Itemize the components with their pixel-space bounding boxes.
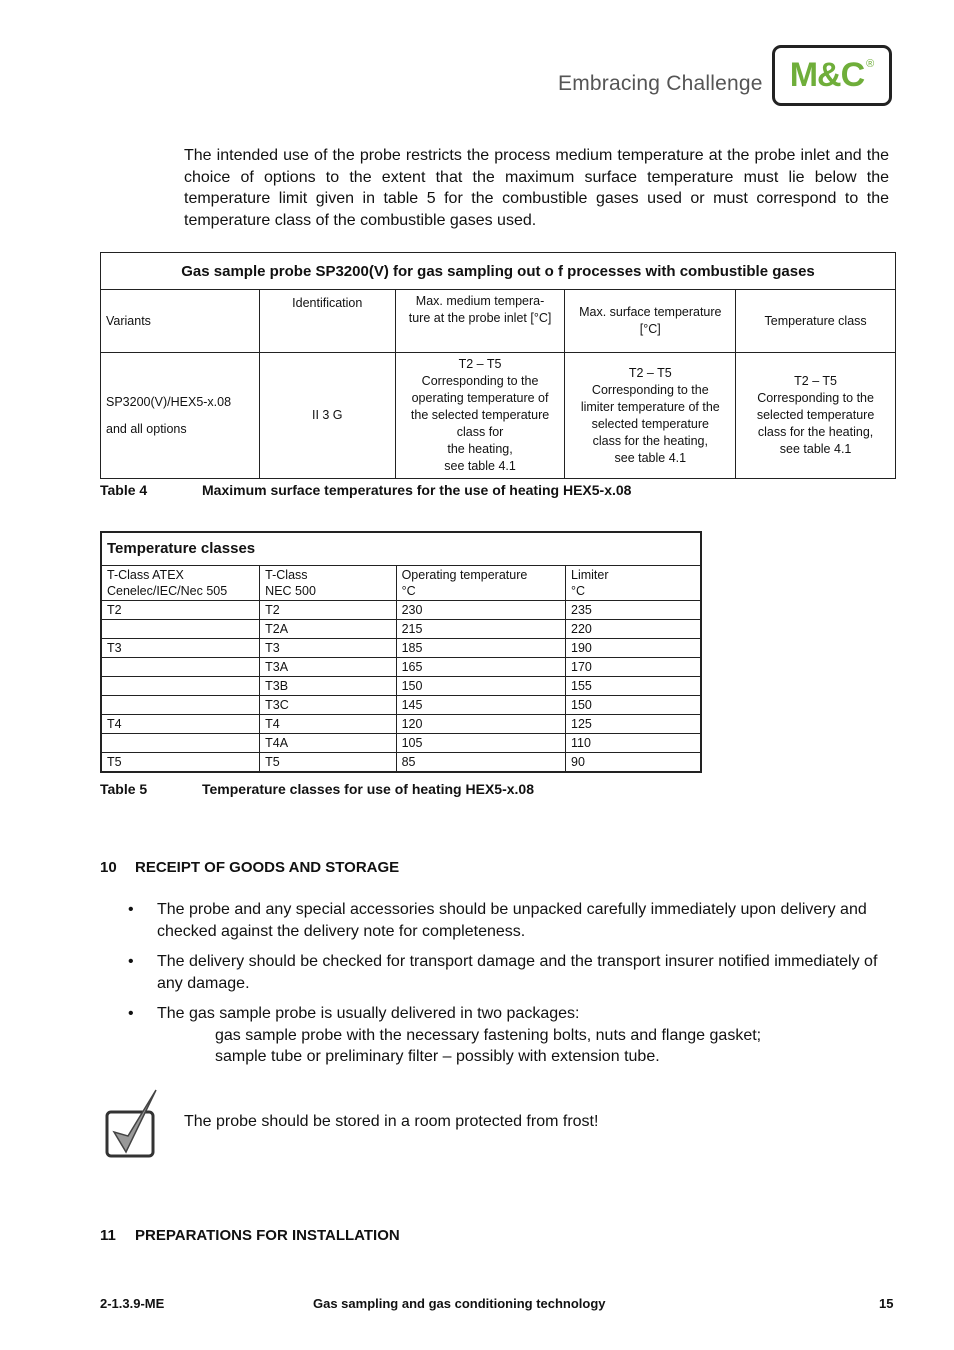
sub-item: gas sample probe with the necessary fastening bolts, nuts and flange gasket;	[215, 1026, 762, 1044]
footer-doc-id: 2-1.3.9-ME	[100, 1296, 165, 1311]
table-row	[101, 734, 701, 753]
list-item-text: The probe and any special accessories should be unpacked carefully immediately upon delivery and checked against the delivery note for completeness.	[157, 901, 867, 940]
table-cell: T2	[260, 601, 396, 620]
table-cell: 155	[566, 677, 702, 696]
variant-options: and all options	[106, 421, 187, 436]
table-cell: 170	[566, 658, 702, 677]
table-4-header: Variants	[101, 290, 260, 353]
footer-subject: Gas sampling and gas conditioning technology	[313, 1296, 606, 1311]
table-cell: 120	[396, 715, 565, 734]
table-4-identification: II 3 G	[259, 353, 395, 479]
table-cell: T5	[260, 753, 396, 773]
section-title: PREPARATIONS FOR INSTALLATION	[135, 1227, 400, 1244]
table-cell: 220	[566, 620, 702, 639]
table-row	[101, 658, 701, 677]
section-10-heading	[100, 859, 399, 876]
table-cell: 230	[396, 601, 565, 620]
table-cell: T4A	[260, 734, 396, 753]
table-5-header: Operating temperature °C	[396, 566, 565, 601]
sub-item: sample tube or preliminary filter – possibly with extension tube.	[215, 1048, 660, 1065]
bullet-icon: •	[128, 1005, 134, 1022]
table-cell: T3	[101, 639, 260, 658]
list-item-text: The delivery should be checked for transport damage and the transport insurer notified immediately of any damage.	[157, 953, 878, 992]
storage-note: The probe should be stored in a room protected from frost!	[184, 1113, 599, 1130]
table-4-header: Max. surface temperature [°C]	[565, 290, 736, 353]
table-cell: T4	[260, 715, 396, 734]
bullet-icon: •	[128, 953, 134, 970]
caption-text: Temperature classes for use of heating HEX5-x.08	[202, 781, 534, 797]
table-4-max-surface: T2 – T5 Corresponding to the limiter temperature of the selected temperature class for the heating, see table 4.1	[565, 353, 736, 479]
table-4	[100, 252, 896, 479]
list-item	[128, 1003, 900, 1068]
section-11-heading	[100, 1227, 400, 1244]
table-5-caption	[100, 781, 800, 801]
company-logo	[772, 45, 892, 106]
table-cell: 105	[396, 734, 565, 753]
intro-paragraph: The intended use of the probe restricts the process medium temperature at the probe inlet and the choice of options to the extent that the maximum surface temperature must lie below the temperature limit given in table 5 for the combustible gases used or must correspond to the temperature class of the combustible gases used.	[184, 147, 889, 229]
variant-name: SP3200(V)/HEX5-x.08	[106, 394, 232, 409]
table-cell: 150	[396, 677, 565, 696]
table-cell: T2A	[260, 620, 396, 639]
table-cell: T4	[101, 715, 260, 734]
table-cell: 185	[396, 639, 565, 658]
table-cell	[101, 734, 260, 753]
table-cell: T2	[101, 601, 260, 620]
table-cell: 165	[396, 658, 565, 677]
table-row	[101, 639, 701, 658]
table-cell: T3B	[260, 677, 396, 696]
list-item	[128, 951, 900, 994]
table-cell: 90	[566, 753, 702, 773]
table-cell: 125	[566, 715, 702, 734]
table-cell: T3A	[260, 658, 396, 677]
table-4-temp-class: T2 – T5 Corresponding to the selected temperature class for the heating, see table 4.1	[736, 353, 896, 479]
bullet-icon: •	[128, 901, 134, 918]
list-item	[128, 899, 900, 942]
section-number: 10	[100, 859, 117, 876]
header-tagline: Embracing Challenge	[558, 72, 763, 95]
table-5	[100, 531, 702, 773]
caption-number: Table 4	[100, 482, 148, 498]
table-row	[101, 715, 701, 734]
logo-text: M&C	[789, 56, 865, 94]
table-cell: 215	[396, 620, 565, 639]
caption-text: Maximum surface temperatures for the use of heating HEX5-x.08	[202, 482, 632, 498]
table-cell	[101, 677, 260, 696]
table-cell: T3C	[260, 696, 396, 715]
table-5-header: Limiter °C	[566, 566, 702, 601]
table-row	[101, 696, 701, 715]
table-cell: T5	[101, 753, 260, 773]
table-row	[101, 753, 701, 773]
section-title: RECEIPT OF GOODS AND STORAGE	[135, 859, 400, 876]
caption-number: Table 5	[100, 781, 148, 797]
table-4-header: Identification	[259, 290, 395, 353]
table-cell: 85	[396, 753, 565, 773]
checkmark-note-icon	[104, 1086, 162, 1160]
table-cell	[101, 620, 260, 639]
table-row	[101, 601, 701, 620]
table-cell: 235	[566, 601, 702, 620]
table-cell: 190	[566, 639, 702, 658]
table-cell	[101, 696, 260, 715]
table-cell	[101, 658, 260, 677]
table-cell: 110	[566, 734, 702, 753]
list-item-text: The gas sample probe is usually delivered in two packages:	[157, 1005, 580, 1022]
table-4-header: Max. medium tempera- ture at the probe inlet [°C]	[395, 290, 565, 353]
table-5-header: T-Class NEC 500	[260, 566, 396, 601]
table-row	[101, 620, 701, 639]
table-cell: 145	[396, 696, 565, 715]
section-number: 11	[100, 1227, 116, 1244]
table-4-caption	[100, 482, 800, 502]
table-5-title: Temperature classes	[101, 532, 701, 566]
table-5-header: T-Class ATEX Cenelec/IEC/Nec 505	[101, 566, 260, 601]
table-4-variant-cell	[101, 353, 260, 479]
table-4-max-medium: T2 – T5 Corresponding to the operating temperature of the selected temperature class for the heating, see table 4.1	[395, 353, 565, 479]
table-4-title: Gas sample probe SP3200(V) for gas sampling out o f processes with combustible gases	[101, 253, 896, 290]
table-cell: T3	[260, 639, 396, 658]
table-cell: 150	[566, 696, 702, 715]
table-row	[101, 677, 701, 696]
bullet-list	[128, 899, 900, 1077]
footer-page-number: 15	[879, 1296, 894, 1311]
table-4-header: Temperature class	[736, 290, 896, 353]
registered-mark: ®	[866, 57, 875, 70]
